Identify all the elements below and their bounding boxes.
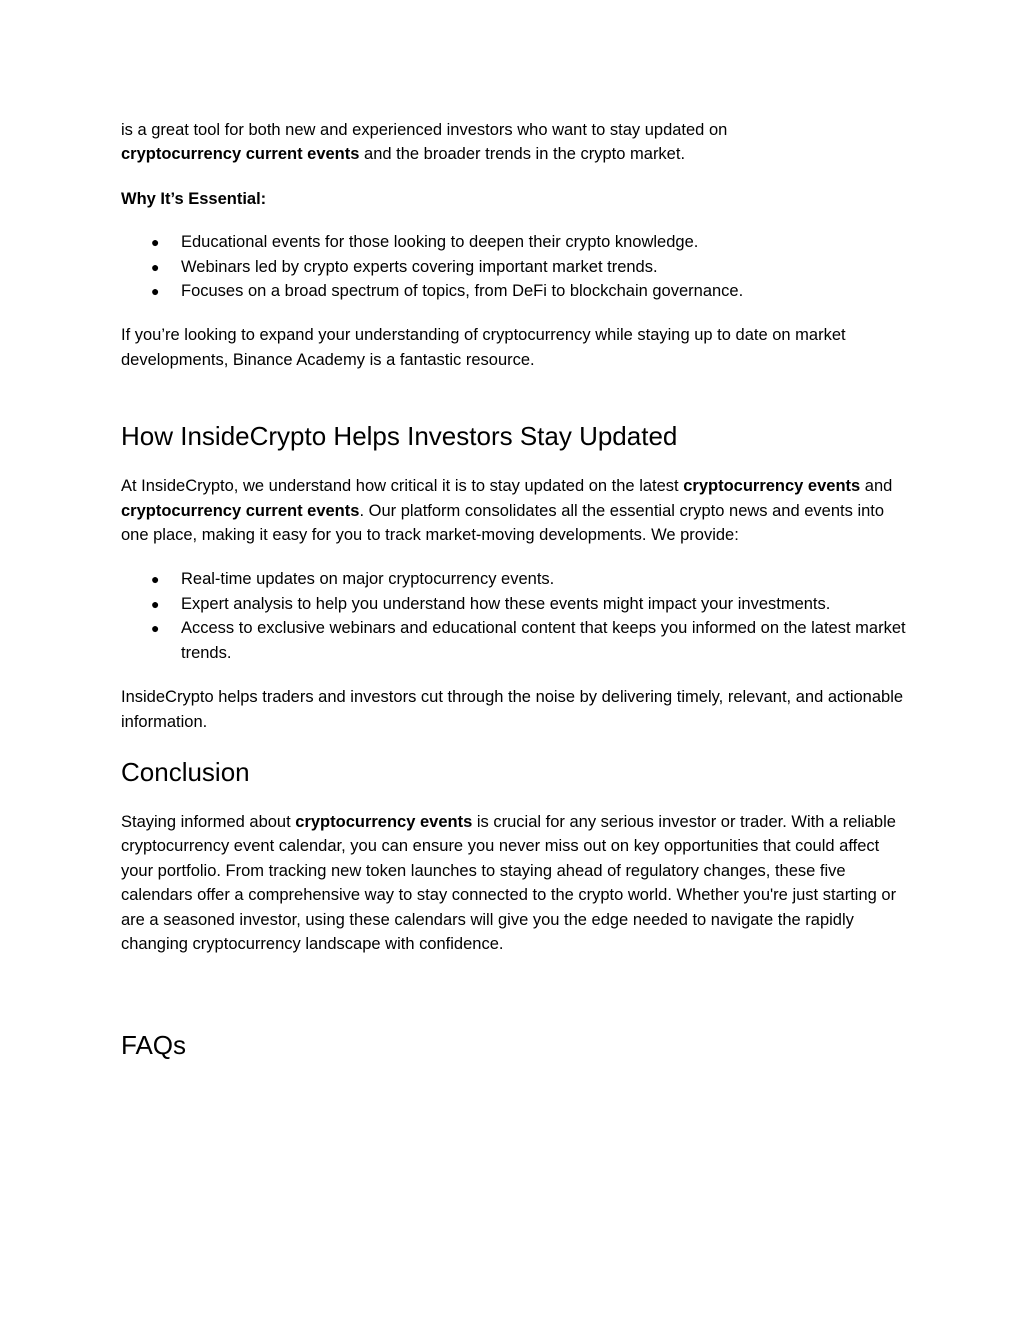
intro-rest: and the broader trends in the crypto market. <box>359 145 686 164</box>
bullet-icon: ● <box>151 258 160 275</box>
insidecrypto-closing-paragraph: InsideCrypto helps traders and investors cut through the noise by delivering timely, relevant, and actionable information. <box>121 688 904 731</box>
list-item-text: Focuses on a broad spectrum of topics, from DeFi to blockchain governance. <box>181 282 744 301</box>
insidecrypto-text-d: . Our platform consolidates all the essential crypto news and events into one place, making it easy for you to track market-moving developments. We provide: <box>121 501 885 545</box>
list-item-text: Real-time updates on major cryptocurrency events. <box>181 570 555 589</box>
insidecrypto-bold-2: cryptocurrency current events <box>121 501 360 520</box>
bullet-icon: ● <box>151 620 160 637</box>
why-heading <box>121 187 911 211</box>
insidecrypto-bold-1: cryptocurrency events <box>683 477 861 496</box>
intro-paragraph <box>121 118 911 167</box>
list-item <box>121 255 911 279</box>
insidecrypto-list <box>121 567 911 665</box>
list-item <box>121 616 911 665</box>
conclusion-bold: cryptocurrency events <box>295 812 473 831</box>
intro-bold-phrase: cryptocurrency current events <box>121 145 360 164</box>
list-item-text: Webinars led by crypto experts covering important market trends. <box>181 257 658 276</box>
why-heading-text: Why It’s Essential: <box>121 189 267 208</box>
why-closing-paragraph: If you’re looking to expand your understanding of cryptocurrency while staying up to date on market developments, Binance Academy is a fantastic resource. <box>121 326 846 369</box>
list-item-text: Access to exclusive webinars and educational content that keeps you informed on the latest market trends. <box>181 619 906 662</box>
conclusion-heading: Conclusion <box>121 756 250 787</box>
list-item-text: Expert analysis to help you understand how these events might impact your investments. <box>181 594 831 613</box>
insidecrypto-text-c: and <box>860 477 893 496</box>
conclusion-text-c: is crucial for any serious investor or trader. With a reliable cryptocurrency event calendar, you can ensure you never miss out on key opportunities that could affect your portfolio. From tracking new token launches to staying ahead of regulatory changes, these five calendars offer a comprehensive way to stay connected to the crypto world. Whether you're just starting or are a seasoned investor, using these calendars will give you the edge needed to navigate the rapidly changing cryptocurrency landscape with confidence. <box>121 812 897 953</box>
insidecrypto-paragraph <box>121 474 911 547</box>
bullet-icon: ● <box>151 234 160 251</box>
faqs-heading: FAQs <box>121 1030 187 1061</box>
list-item <box>121 567 911 591</box>
conclusion-paragraph <box>121 810 911 956</box>
insidecrypto-heading: How InsideCrypto Helps Investors Stay Updated <box>121 421 678 452</box>
list-item-text: Educational events for those looking to deepen their crypto knowledge. <box>181 233 699 252</box>
list-item <box>121 230 911 254</box>
conclusion-text-a: Staying informed about <box>121 812 296 831</box>
bullet-icon: ● <box>151 571 160 588</box>
list-item <box>121 592 911 616</box>
intro-line: is a great tool for both new and experienced investors who want to stay updated on <box>121 121 728 139</box>
bullet-icon: ● <box>151 595 160 612</box>
list-item <box>121 279 911 303</box>
document-page <box>121 118 911 1061</box>
insidecrypto-text-a: At InsideCrypto, we understand how critical it is to stay updated on the latest <box>121 477 684 496</box>
why-list <box>121 230 911 303</box>
bullet-icon: ● <box>151 283 160 300</box>
